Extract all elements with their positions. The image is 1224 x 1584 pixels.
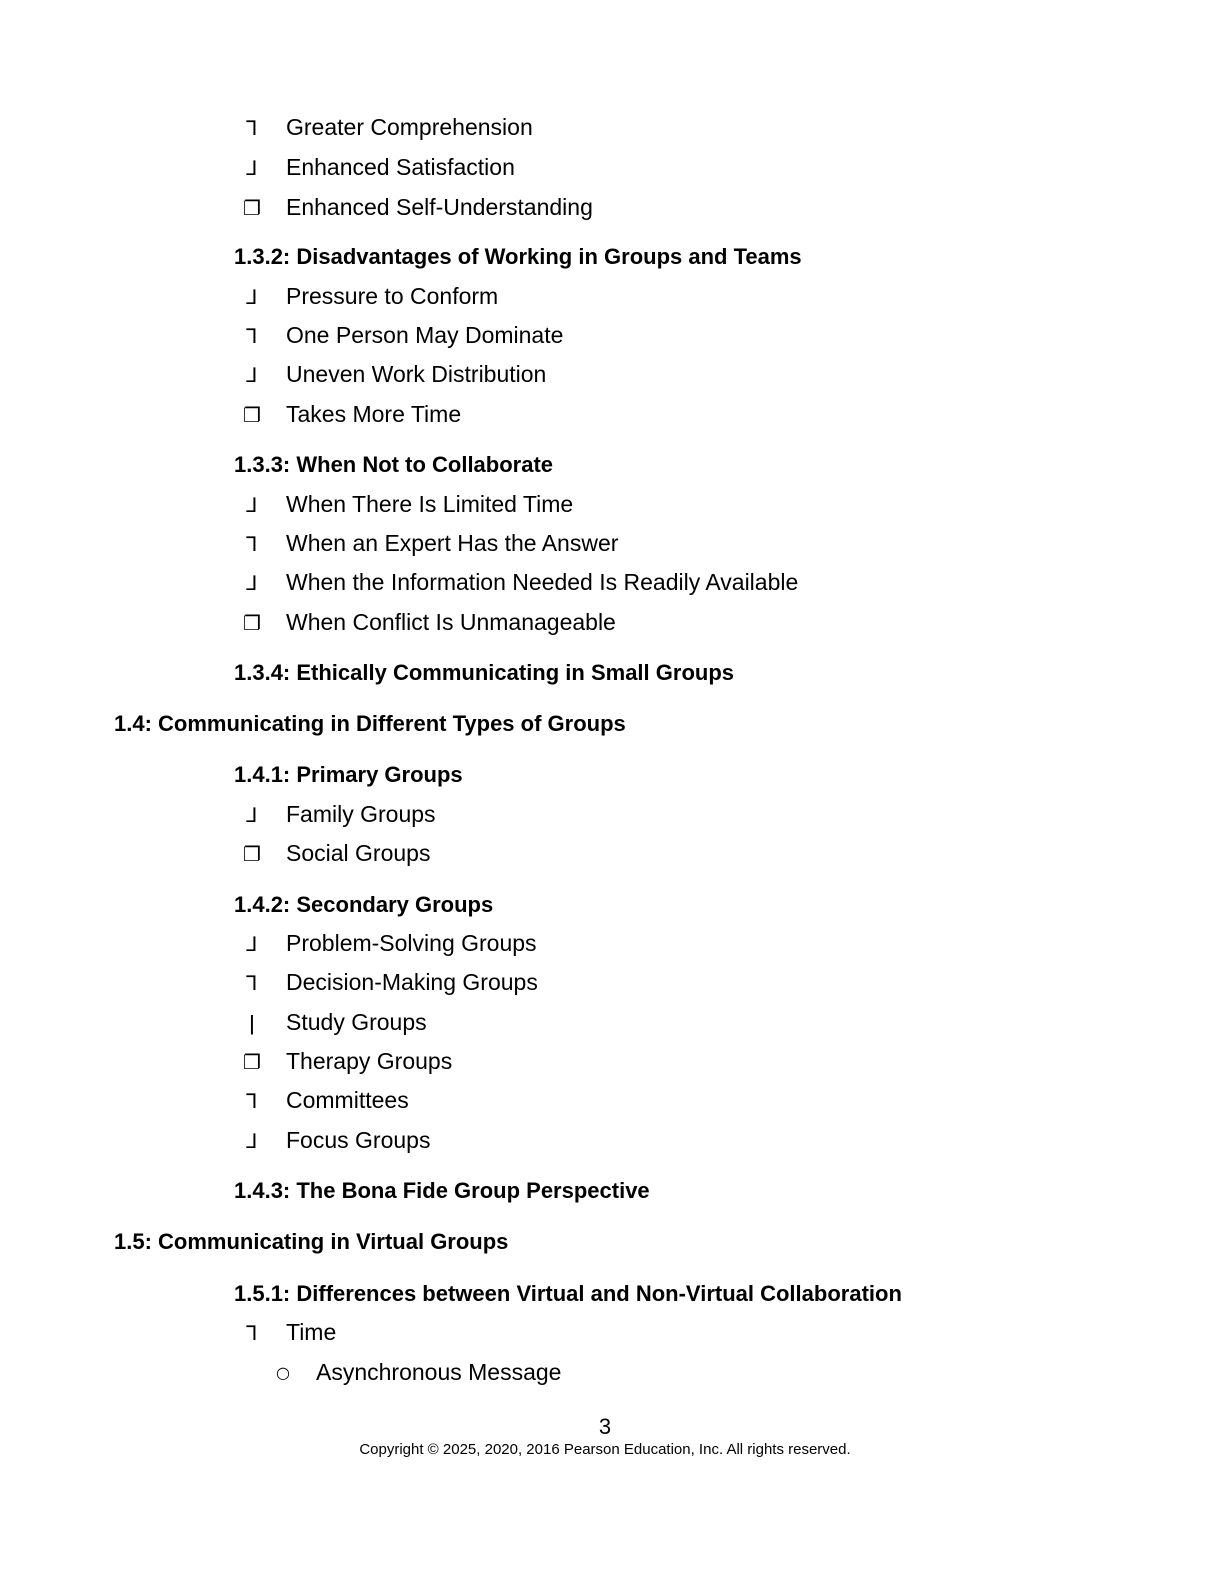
bullet-mark: ⅃ bbox=[246, 803, 258, 827]
bullet-mark: ⅃ bbox=[246, 932, 258, 956]
bullet-item: When There Is Limited Time bbox=[286, 491, 574, 517]
section-heading-1-4-2: 1.4.2: Secondary Groups bbox=[234, 892, 494, 917]
bullet-mark: ❐ bbox=[243, 196, 261, 220]
copyright-notice: Copyright © 2025, 2020, 2016 Pearson Education, Inc. All rights reserved. bbox=[359, 1441, 851, 1458]
bullet-item: Committees bbox=[286, 1087, 409, 1113]
section-heading-1-3-2: 1.3.2: Disadvantages of Working in Groups and Teams bbox=[234, 244, 802, 269]
bullet-item: Decision-Making Groups bbox=[286, 969, 538, 995]
bullet-mark: ⅂ bbox=[246, 971, 258, 995]
bullet-item: Enhanced Self-Understanding bbox=[286, 194, 593, 220]
bullet-item: Enhanced Satisfaction bbox=[286, 154, 515, 180]
bullet-item: Study Groups bbox=[286, 1009, 427, 1035]
bullet-item: When the Information Needed Is Readily Available bbox=[286, 569, 799, 595]
section-heading-1-4: 1.4: Communicating in Different Types of Groups bbox=[114, 711, 626, 736]
bullet-mark: ⅃ bbox=[246, 363, 258, 387]
bullet-item: Time bbox=[286, 1319, 337, 1345]
bullet-item: Family Groups bbox=[286, 801, 436, 827]
section-heading-1-3-3: 1.3.3: When Not to Collaborate bbox=[234, 452, 554, 477]
bullet-mark: ǀ bbox=[249, 1011, 255, 1035]
section-heading-1-5: 1.5: Communicating in Virtual Groups bbox=[114, 1229, 509, 1254]
sub-bullet-item: Asynchronous Message bbox=[316, 1359, 562, 1385]
bullet-item: Takes More Time bbox=[286, 401, 462, 427]
bullet-item: When Conflict Is Unmanageable bbox=[286, 609, 616, 635]
bullet-mark: ⅃ bbox=[246, 156, 258, 180]
section-heading-1-4-1: 1.4.1: Primary Groups bbox=[234, 762, 463, 787]
page-number: 3 bbox=[598, 1414, 612, 1439]
bullet-item: Problem-Solving Groups bbox=[286, 930, 537, 956]
section-heading-1-3-4: 1.3.4: Ethically Communicating in Small Groups bbox=[234, 660, 734, 685]
bullet-mark: ⅃ bbox=[246, 285, 258, 309]
bullet-mark: ⅂ bbox=[246, 1321, 258, 1345]
bullet-mark: ⅂ bbox=[246, 116, 258, 140]
bullet-mark: ⅃ bbox=[246, 571, 258, 595]
bullet-mark: ⅃ bbox=[246, 1129, 258, 1153]
bullet-mark: ⅂ bbox=[246, 324, 258, 348]
bullet-item: Greater Comprehension bbox=[286, 114, 533, 140]
bullet-item: Social Groups bbox=[286, 840, 431, 866]
bullet-mark: ⅂ bbox=[246, 532, 258, 556]
bullet-item: Uneven Work Distribution bbox=[286, 361, 547, 387]
bullet-mark: ❐ bbox=[243, 1050, 261, 1074]
section-heading-1-5-1: 1.5.1: Differences between Virtual and Non-Virtual Collaboration bbox=[234, 1281, 902, 1306]
bullet-mark: ⅃ bbox=[246, 493, 258, 517]
section-heading-1-4-3: 1.4.3: The Bona Fide Group Perspective bbox=[234, 1178, 650, 1203]
bullet-item: When an Expert Has the Answer bbox=[286, 530, 619, 556]
bullet-item: Focus Groups bbox=[286, 1127, 431, 1153]
bullet-item: Therapy Groups bbox=[286, 1048, 453, 1074]
bullet-mark: ⅂ bbox=[246, 1089, 258, 1113]
bullet-mark: ❐ bbox=[243, 842, 261, 866]
sub-bullet-mark: ○ bbox=[276, 1363, 290, 1382]
bullet-item: Pressure to Conform bbox=[286, 283, 499, 309]
bullet-item: One Person May Dominate bbox=[286, 322, 564, 348]
bullet-mark: ❐ bbox=[243, 403, 261, 427]
bullet-mark: ❐ bbox=[243, 611, 261, 635]
